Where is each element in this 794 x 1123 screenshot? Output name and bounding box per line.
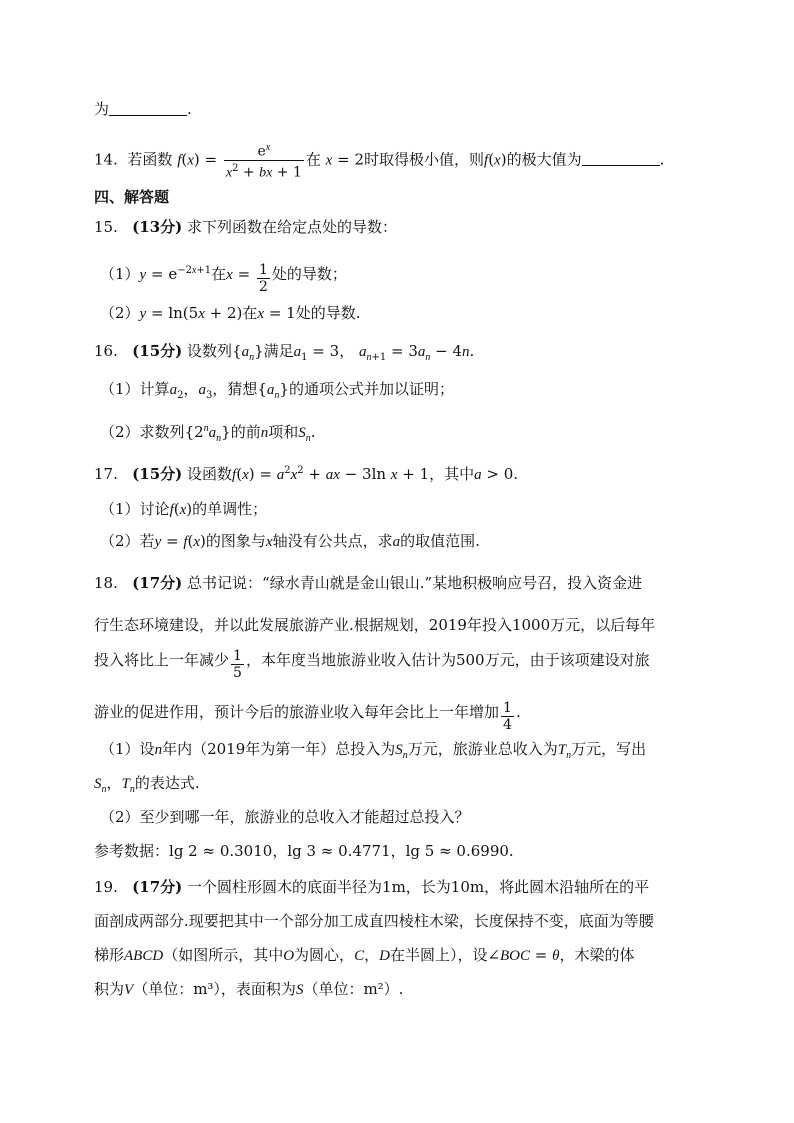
q15-part2: （2）y = ln(5x + 2)在x = 1处的导数. bbox=[100, 304, 361, 322]
score: (15分) bbox=[132, 342, 183, 360]
q18-part2: （2）至少到哪一年，旅游业的总收入才能超过总投入？ bbox=[100, 808, 470, 826]
fraction: $\frac{e^x}{x^2 + bx + 1}$ bbox=[225, 142, 302, 181]
question-19: 19. (17分) 一个圆柱形圆木的底面半径为1m，长为10m，将此圆木沿轴所在的平 bbox=[94, 878, 650, 896]
q16-part2: （2）求数列$\{2^na_n\}$的前n项和$S_n$. bbox=[100, 423, 316, 444]
q13-tail: 为 . bbox=[94, 100, 192, 118]
function-expression: f bbox=[177, 152, 182, 169]
question-14: 14. 若函数 f(x) = $\frac{e^x}{x^2 + bx + 1}$ 在 x = 2时取得极小值，则f(x)的极大值为 . bbox=[94, 142, 665, 181]
q18-part1: （1）设n年内（2019年为第一年）总投入为$S_n$万元，旅游业总收入为$T_n$万元，写出 bbox=[100, 740, 647, 761]
question-15: 15. (13分) 求下列函数在给定点处的导数： bbox=[94, 218, 398, 236]
q19-line3: 梯形ABCD（如图所示，其中O为圆心，C，D在半圆上），设∠BOC = θ，木梁的体 bbox=[94, 946, 635, 964]
q17-part2: （2）若y = f(x)的图象与x轴没有公共点，求a的取值范围. bbox=[100, 532, 480, 550]
answer-blank bbox=[109, 101, 187, 116]
q19-line4: 积为V（单位：m³），表面积为S（单位：m²）. bbox=[94, 980, 404, 998]
q18-part1-cont: $S_n$，$T_n$的表达式. bbox=[94, 774, 200, 795]
q17-part1: （1）讨论f(x)的单调性； bbox=[100, 500, 268, 518]
score: (17分) bbox=[132, 574, 183, 592]
q18-line4: 游业的促进作用，预计今后的旅游业收入每年会比上一年增加 $\frac{1}{4}$ . bbox=[94, 700, 521, 733]
q18-line2: 行生态环境建设，并以此发展旅游产业.根据规划，2019年投入1000万元，以后每年 bbox=[94, 616, 656, 634]
q16-part1: （1）计算$a_2$，$a_3$，猜想$\{a_n\}$的通项公式并加以证明； bbox=[100, 380, 454, 401]
question-17: 17. (15分) 设函数$f(x) = a^2x^2$ + ax − 3ln x + 1，其中a > 0. bbox=[94, 465, 519, 483]
question-18: 18. (17分) 总书记说：“绿水青山就是金山银山.”某地积极响应号召，投入资金进 bbox=[94, 574, 643, 592]
q13-text: 为 bbox=[94, 100, 110, 118]
question-16: 16. (15分) 设数列$\{a_n\}$满足$a_1 = 3$， $a_{n+1} = 3a_n - 4n$. bbox=[94, 342, 475, 363]
q15-part1: $(1)y = e^{-2x+1}$在x = $\frac{1}{2}$ 处的导数； bbox=[100, 262, 347, 295]
score: (17分) bbox=[132, 878, 183, 896]
section-title: 四、解答题 bbox=[94, 188, 170, 206]
score: (13分) bbox=[132, 218, 183, 236]
score: (15分) bbox=[132, 465, 183, 483]
fraction: $\frac{1}{4}$ bbox=[503, 700, 512, 733]
q18-reference-data: 参考数据：lg 2 ≈ 0.3010，lg 3 ≈ 0.4771，lg 5 ≈ 0.6990. bbox=[94, 842, 514, 860]
answer-blank bbox=[582, 151, 660, 166]
fraction: $\frac{1}{2}$ bbox=[258, 262, 268, 295]
fraction: $\frac{1}{5}$ bbox=[233, 648, 242, 681]
q19-line2: 面剖成两部分.现要把其中一个部分加工成直四棱柱木梁，长度保持不变，底面为等腰 bbox=[94, 912, 654, 930]
q18-line3: 投入将比上一年减少 $\frac{1}{5}$ ，本年度当地旅游业收入估计为500万元，由于该项建设对旅 bbox=[94, 648, 650, 681]
